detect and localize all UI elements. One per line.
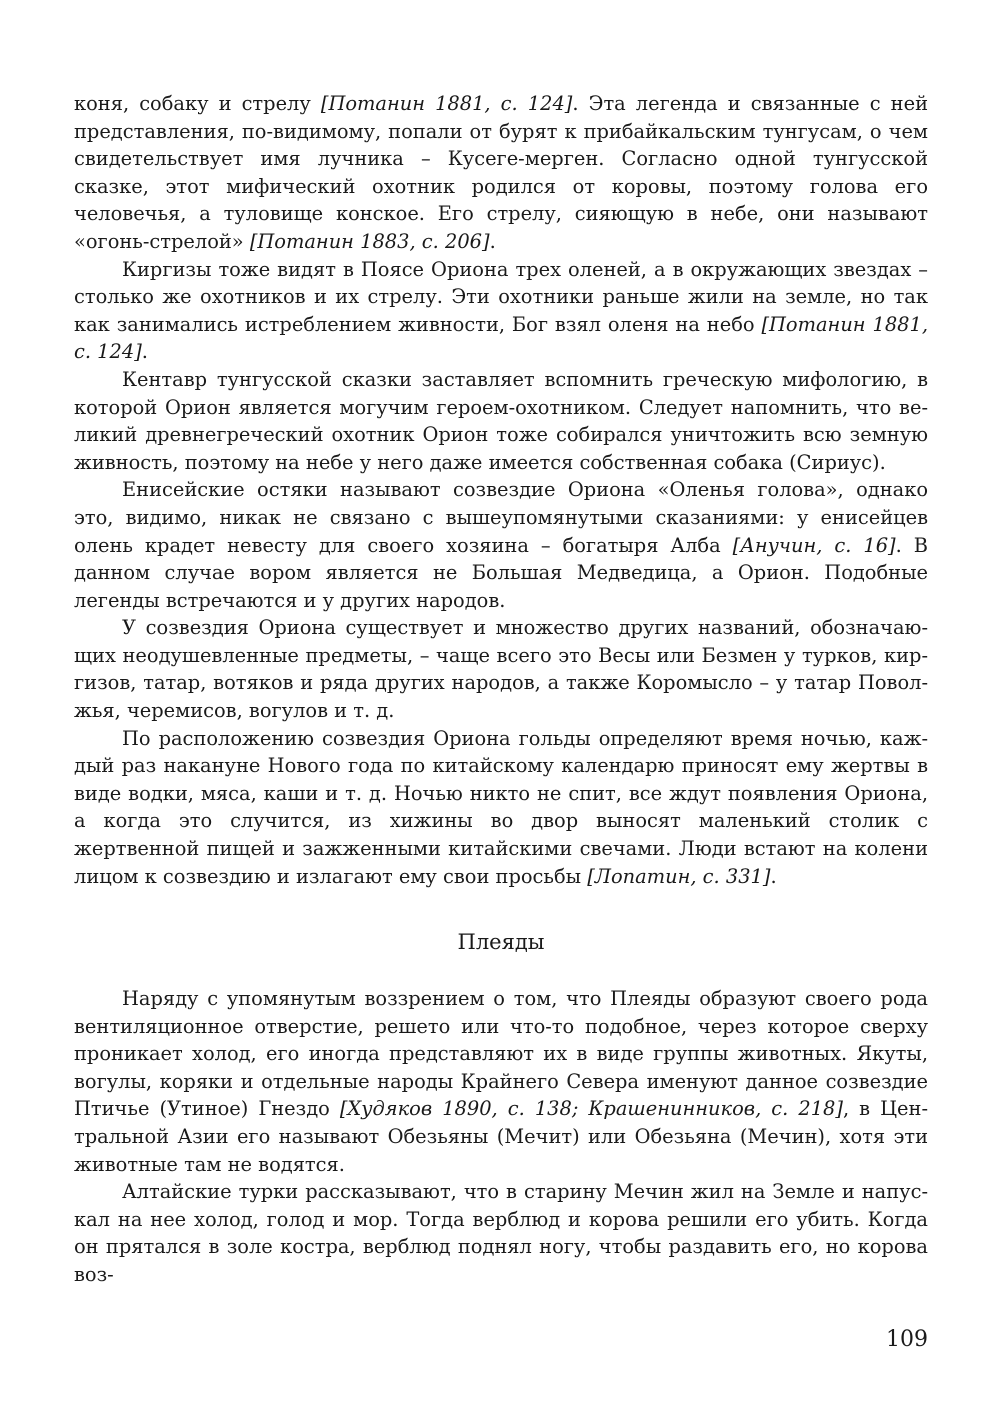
section-heading: Плеяды bbox=[457, 930, 545, 954]
citation: [Анучин, с. 16] bbox=[732, 533, 896, 557]
paragraph-centaur: Кентавр тунгусской сказки заставляет вспомнить греческую мифологию, в которой Орион является могучим героем-охотником. Следует напомнить, что великий древнегреческий охотник Орион тоже собирался уничтожить всю земную живность, поэтому на небе у него даже имеется собственная собака (Сириус). bbox=[74, 367, 928, 474]
paragraph-altai: Алтайские турки рассказывают, что в старину Мечин жил на Земле и напускал на нее холод, голод и мор. Тогда верблюд и корова решили его убить. Когда он прятался в золе костра, верблюд поднял ногу, чтобы раздавить его, но корова воз- bbox=[74, 1180, 928, 1286]
paragraph-other-names: У созвездия Ориона существует и множество других названий, обозначающих неодушевленные предметы, – чаще всего это Весы или Безмен у турков, киргизов, татар, вотяков и ряда других народов, а также Коромысло – у татар Поволжья, черемисов, вогулов и т. д. bbox=[74, 616, 928, 723]
page-number: 109 bbox=[886, 1327, 928, 1352]
paragraph-pleiades-intro: Наряду с упомянутым воззрением о том, что Плеяды образуют своего рода вентиляционное отверстие, решето или что-то подобное, через которое сверху проникает холод, его иногда представляют их в виде группы животных. Якуты, вогулы, коряки и отдельные народы Крайнего Севера именуют данное созвездие Птичье (Утиное) Гнездо [Худяков 1890, с. 138; Крашенинников, с. 218], в Центральной Азии его называют Обезьяны (Мечит) или Обезьяна (Мечин), хотя эти животные там не водятся. bbox=[74, 987, 928, 1176]
citation: [Лопатин, с. 331] bbox=[587, 864, 771, 888]
pleiades-text-block bbox=[74, 985, 928, 1289]
section-heading-wrap bbox=[74, 928, 928, 956]
citation: [Потанин 1881, с. 124] bbox=[74, 312, 929, 364]
citation: [Потанин 1881, с. 124] bbox=[320, 92, 573, 115]
main-text-block bbox=[74, 90, 928, 890]
paragraph-yenisei: Енисейские остяки называют созвездие Ориона «Оленья голова», однако это, видимо, никак не связано с вышеупомянутыми сказаниями: у енисейцев олень крадет невесту для своего хозяина – богатыря Алба [Анучин, с. 16]. В данном случае вором является не Большая Медведица, а Орион. Подобные легенды встречаются и у других народов. bbox=[74, 478, 929, 612]
paragraph-goldy: По расположению созвездия Ориона гольды определяют время ночью, каждый раз накануне Нового года по китайскому календарю приносят ему жертвы в виде водки, мяса, каши и т. д. Ночью никто не спит, все ждут появления Ориона, а когда это случится, из хижины во двор выносят маленький столик с жертвенной пищей и зажженными китайскими свечами. Люди встают на колени лицом к созвездию и излагают ему свои просьбы [Лопатин, с. 331]. bbox=[74, 726, 928, 888]
citation: [Худяков 1890, с. 138; Крашенинников, с. 218] bbox=[339, 1097, 843, 1121]
paragraph-orion-legend-continued: коня, собаку и стрелу [Потанин 1881, с. 124]. Эта легенда и связанные с ней представления, по-видимому, попали от бурят к прибайкальским тунгусам, о чем свидетельствует имя лучника – Кусеге-мерген. Согласно одной тунгусской сказке, этот мифический охотник родился от коровы, поэтому голова его человечья, а туловище конское. Его стрелу, сияющую в небе, они называют «огонь-стрелой» [Потанин 1883, с. 206]. bbox=[74, 92, 928, 253]
citation: [Потанин 1883, с. 206] bbox=[249, 229, 490, 253]
paragraph-kirghiz: Киргизы тоже видят в Поясе Ориона трех оленей, а в окружающих звездах – столько же охотников и их стрелу. Эти охотники раньше жили на земле, но так как занимались истреблением живности, Бог взял оленя на небо [Потанин 1881, с. 124]. bbox=[74, 257, 929, 364]
